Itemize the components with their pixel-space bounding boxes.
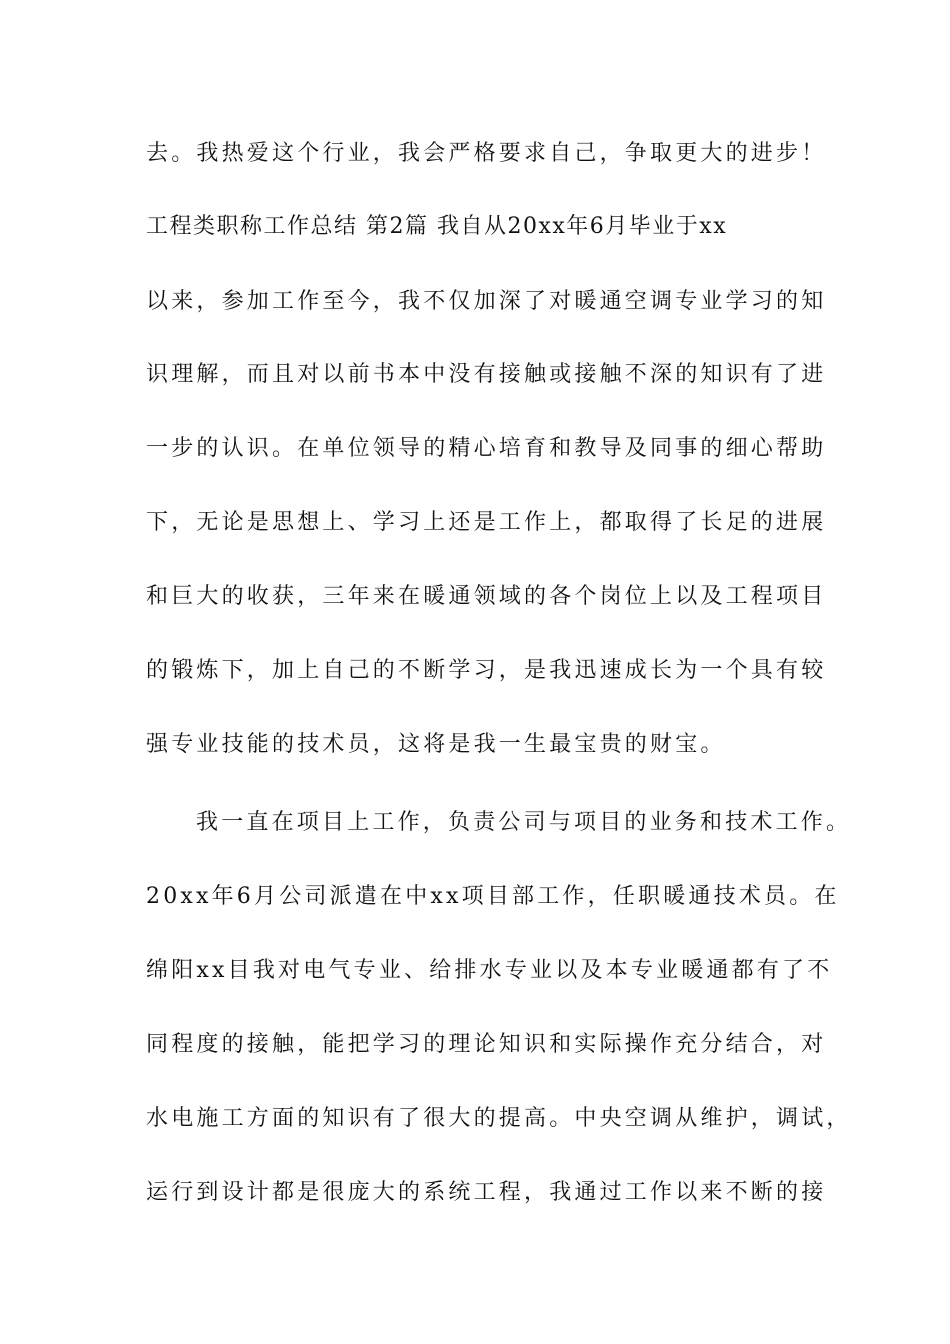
text-line: 和巨大的收获，三年来在暖通领域的各个岗位上以及工程项目 <box>146 584 827 609</box>
text-line: 以来，参加工作至今，我不仅加深了对暖通空调专业学习的知 <box>146 289 827 314</box>
text-line: 运行到设计都是很庞大的系统工程，我通过工作以来不断的接 <box>146 1180 827 1205</box>
text-line: 水电施工方面的知识有了很大的提高。中央空调从维护，调试， <box>146 1106 852 1131</box>
section-heading-line: 工程类职称工作总结 第2篇 我自从20xx年6月毕业于xx <box>146 214 728 239</box>
text-line: 绵阳xx目我对电气专业、给排水专业以及本专业暖通都有了不 <box>146 958 833 983</box>
text-line: 一步的认识。在单位领导的精心培育和教导及同事的细心帮助 <box>146 436 827 461</box>
text-line: 同程度的接触，能把学习的理论知识和实际操作充分结合，对 <box>146 1032 827 1057</box>
paragraph-start-line: 我一直在项目上工作，负责公司与项目的业务和技术工作。 <box>196 810 852 835</box>
text-line: 识理解，而且对以前书本中没有接触或接触不深的知识有了进 <box>146 362 827 387</box>
text-line: 强专业技能的技术员，这将是我一生最宝贵的财宝。 <box>146 732 726 757</box>
text-line: 的锻炼下，加上自己的不断学习，是我迅速成长为一个具有较 <box>146 658 827 683</box>
text-line: 下，无论是思想上、学习上还是工作上，都取得了长足的进展 <box>146 510 827 535</box>
text-line: 去。我热爱这个行业，我会严格要求自己，争取更大的进步！ <box>146 141 827 166</box>
text-line: 20xx年6月公司派遣在中xx项目部工作，任职暖通技术员。在 <box>146 884 840 909</box>
